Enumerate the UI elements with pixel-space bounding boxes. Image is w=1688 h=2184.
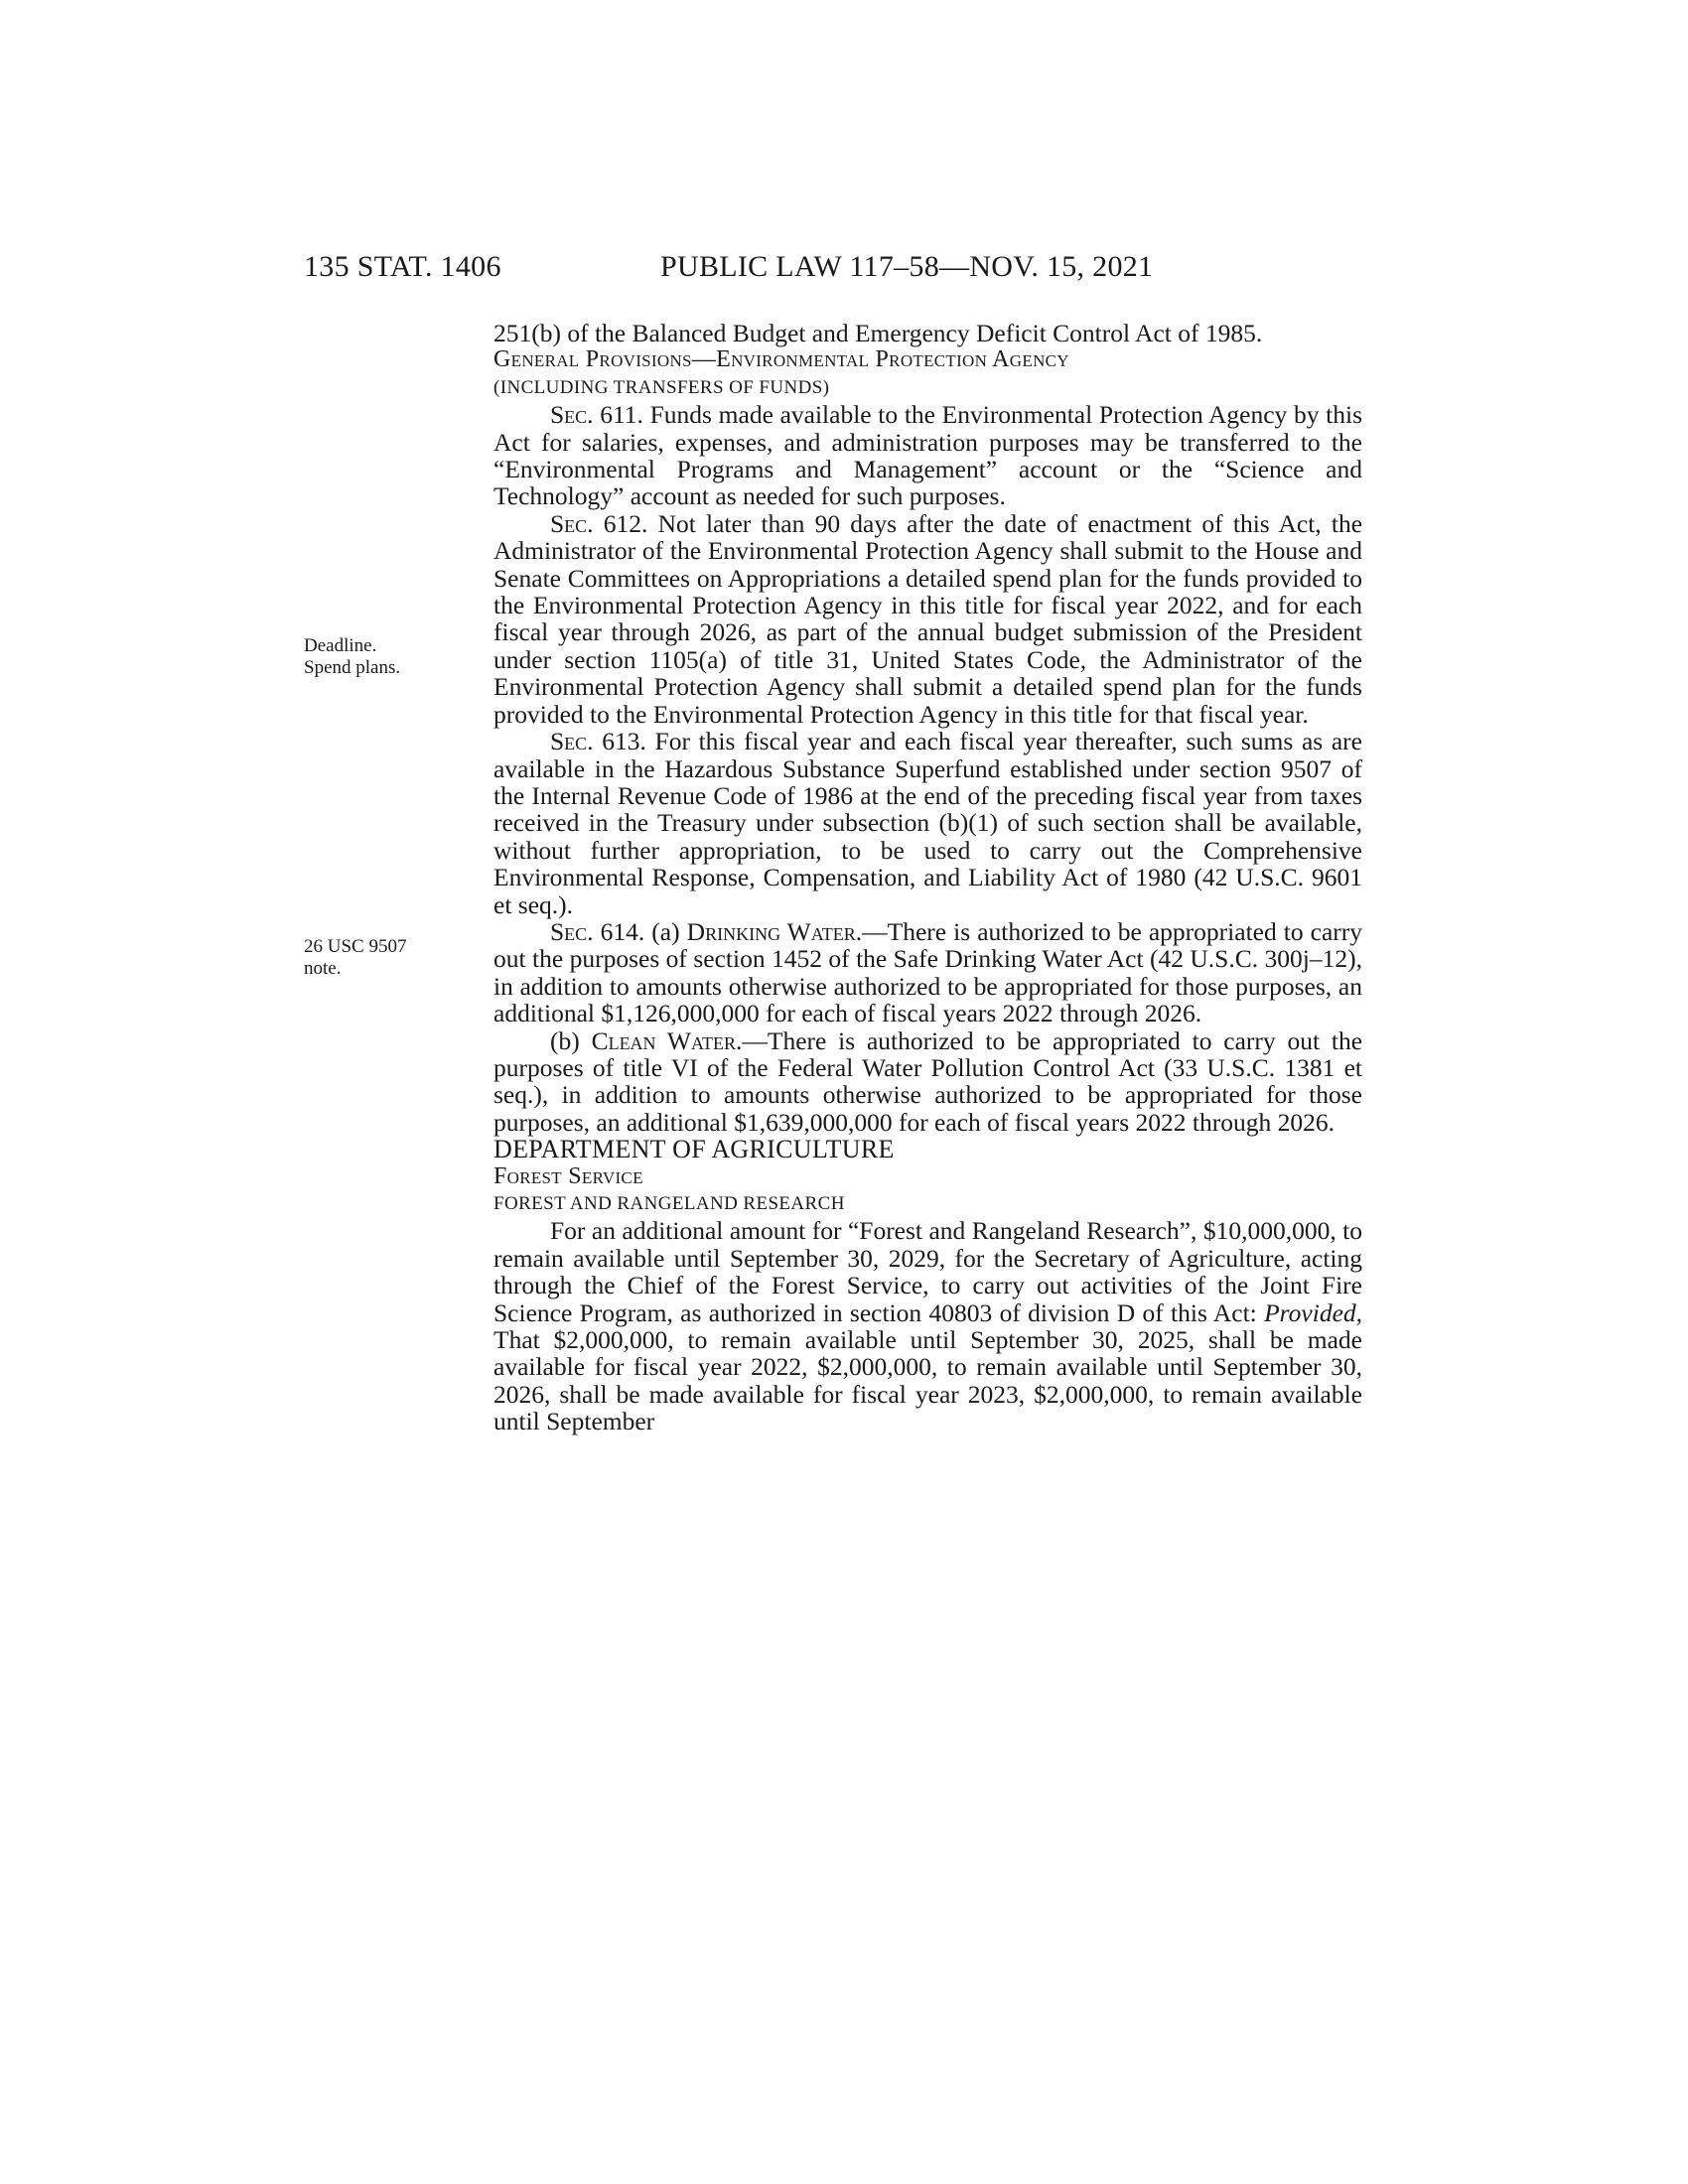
forest-research-paragraph [493,1217,1362,1434]
section-text: Not later than 90 days after the date of enactment of this Act, the Administrator of the Environmental Protection Agency shall submit to the House and Senate Committees on Appropriations a detailed spend plan for the funds provided to the Environmental Protection Agency in this title for fiscal year 2022, and for each fiscal year through 2026, as part of the annual budget submission of the President under section 1105(a) of title 31, United States Code, the Administrator of the Environmental Protection Agency shall submit a detailed spend plan for the funds provided to the Environmental Protection Agency in this title for that fiscal year. [493,508,1363,729]
section-613 [493,728,1362,918]
margin-note-line: note. [304,958,342,979]
subsection-text: —There is authorized to be appropriated to carry out the purposes of title VI of the Federal Water Pollution Control Act (33 U.S.C. 1381 et seq.), in addition to amounts otherwise authorized to be appropriated for those purposes, an additional $1,639,000,000 for each of fiscal years 2022 through 2026. [493,1025,1363,1137]
section-label: Sec. 614. [550,916,645,946]
margin-note-usc [304,936,406,980]
subsection-heading: Clean Water. [591,1025,743,1055]
section-614a [493,918,1362,1027]
heading-general-provisions: General Provisions—Environmental Protection Agency [493,346,1069,373]
section-label: Sec. 611. [550,400,643,430]
paragraph-text: For an additional amount for “Forest and Rangeland Research”, $10,000,000, to remain available until September 30, 2029, for the Secretary of Agriculture, acting through the Chief of the Forest Service, to carry out activities of the Joint Fire Science Program, as authorized in section 40803 of division D of this Act: [493,1216,1362,1327]
margin-note-line: 26 USC 9507 [304,936,407,957]
section-612 [493,510,1362,728]
section-611 [493,401,1362,510]
section-label: Sec. 613. [550,727,646,756]
heading-forest-service: Forest Service [493,1162,643,1189]
provided-clause: Provided, [1264,1297,1363,1327]
heading-transfers: (INCLUDING TRANSFERS OF FUNDS) [493,376,830,398]
section-text: Funds made available to the Environmental Protection Agency by this Act for salaries, expenses, and administration purposes may be transferred to the “Environmental Programs and Management” account or the “Science and Technology” account as needed for such purposes. [493,400,1362,511]
margin-note-line: Spend plans. [304,657,401,678]
body-text-column [493,320,1362,1435]
section-text: For this fiscal year and each fiscal year thereafter, such sums as are available in the Hazardous Substance Superfund established under section 9507 of the Internal Revenue Code of 1986 at the end of the preceding fiscal year from taxes received in the Treasury under subsection (b)(1) of such section shall be available, without further appropriation, to be used to carry out the Comprehensive Environmental Response, Compensation, and Liability Act of 1980 (42 U.S.C. 9601 et seq.). [493,727,1362,919]
subsection-heading: Drinking Water. [686,916,863,946]
margin-note-line: Deadline. [304,635,377,656]
subsection-prefix: (a) [651,916,680,946]
heading-department-of-agriculture: DEPARTMENT OF AGRICULTURE [493,1135,895,1164]
public-law-header: PUBLIC LAW 117–58—NOV. 15, 2021 [660,250,1154,283]
subsection-text: —There is authorized to be appropriated to carry out the purposes of section 1452 of the Safe Drinking Water Act (42 U.S.C. 300j–12), in addition to amounts otherwise authorized to be appropriated for those purposes, an additional $1,126,000,000 for each of fiscal years 2022 through 2026. [493,916,1363,1028]
margin-note-deadline [304,635,400,679]
continuation-paragraph: 251(b) of the Balanced Budget and Emergency Deficit Control Act of 1985. [493,319,1263,347]
section-label: Sec. 612. [550,508,648,538]
stat-page-reference: 135 STAT. 1406 [304,250,501,283]
paragraph-text: That $2,000,000, to remain available until September 30, 2025, shall be made available for fiscal year 2022, $2,000,000, to remain available until September 30, 2026, shall be made available for fiscal year 2023, $2,000,000, to remain available until September [493,1325,1362,1436]
section-614b [493,1027,1362,1137]
subsection-prefix: (b) [550,1025,580,1055]
heading-forest-rangeland-research: FOREST AND RANGELAND RESEARCH [493,1193,845,1214]
